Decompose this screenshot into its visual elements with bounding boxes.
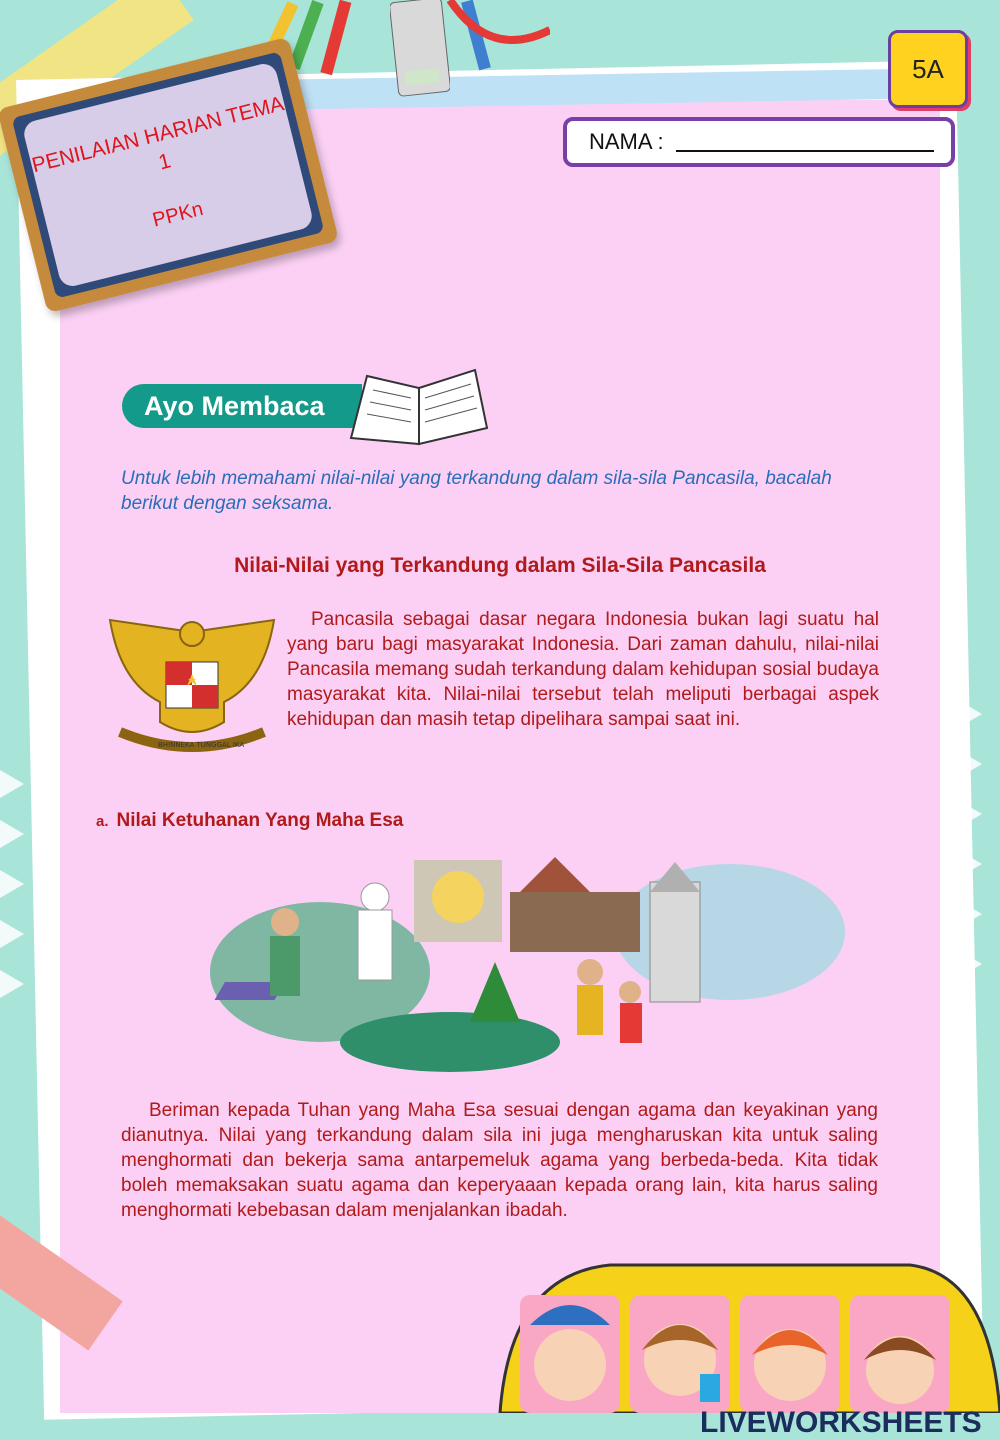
- decor-triangle: [0, 970, 24, 998]
- emblem-motto: BHINNEKA TUNGGAL IKA: [158, 741, 245, 749]
- decor-triangle: [958, 750, 982, 778]
- class-badge: 5A: [888, 30, 968, 108]
- decor-triangle: [958, 700, 982, 728]
- decor-triangle: [958, 800, 982, 828]
- section-a-title: Nilai Ketuhanan Yang Maha Esa: [116, 810, 404, 831]
- decor-triangle: [0, 920, 24, 948]
- decor-triangle: [958, 950, 982, 978]
- article-paragraph-1: Pancasila sebagai dasar negara Indonesia bukan lagi suatu hal yang baru bagi masyarakat Indonesia. Dari zaman dahulu, nilai-nilai Pancasila memang sudah terkandung dalam kehidupan sosial budaya masyarakat kita. Nilai-nilai tersebut telah meliputi berbagai aspek kehidupan dan masih tetap dipelihara sampai saat ini.: [287, 609, 879, 730]
- section-a-label: a.: [96, 813, 109, 830]
- board-subject: PPKn: [150, 197, 206, 232]
- decor-triangle: [0, 870, 24, 898]
- garuda-emblem: [100, 612, 285, 757]
- religious-harmony-illustration: [210, 852, 850, 1077]
- section-a-heading: [96, 810, 403, 832]
- book-icon: [345, 366, 493, 446]
- name-field[interactable]: [563, 117, 955, 167]
- intro-text: Untuk lebih memahami nilai-nilai yang terkandung dalam sila-sila Pancasila, bacalah berikut dengan seksama.: [121, 468, 832, 514]
- article-title: Nilai-Nilai yang Terkandung dalam Sila-Sila Pancasila: [234, 554, 766, 577]
- board-title: PENILAIAN HARIAN TEMA 1: [29, 92, 287, 178]
- liveworksheets-watermark: [700, 1372, 1000, 1440]
- liveworksheets-logo-icon: [700, 1374, 720, 1402]
- name-input-line[interactable]: [676, 132, 934, 152]
- article-paragraph-2: Beriman kepada Tuhan yang Maha Esa sesuai dengan agama dan keyakinan yang dianutnya. Nilai yang terkandung dalam sila ini juga mengharuskan kita untuk saling menghormati dan bekerja sama antarpemeluk agama yang berbeda-beda. Kita tidak boleh memaksakan suatu agama dan keperyaaan kepada orang lain, kita harus saling menghormati kebebasan dalam menjalankan ibadah.: [121, 1100, 878, 1221]
- calculator-decoration: [390, 0, 450, 98]
- name-label: NAMA :: [589, 129, 664, 154]
- watermark-text: LIVEWORKSHEETS: [700, 1406, 982, 1439]
- section-banner: Ayo Membaca: [122, 384, 362, 428]
- decor-triangle: [0, 820, 24, 848]
- decor-triangle: [0, 770, 24, 798]
- decor-triangle: [958, 850, 982, 878]
- decor-triangle: [958, 900, 982, 928]
